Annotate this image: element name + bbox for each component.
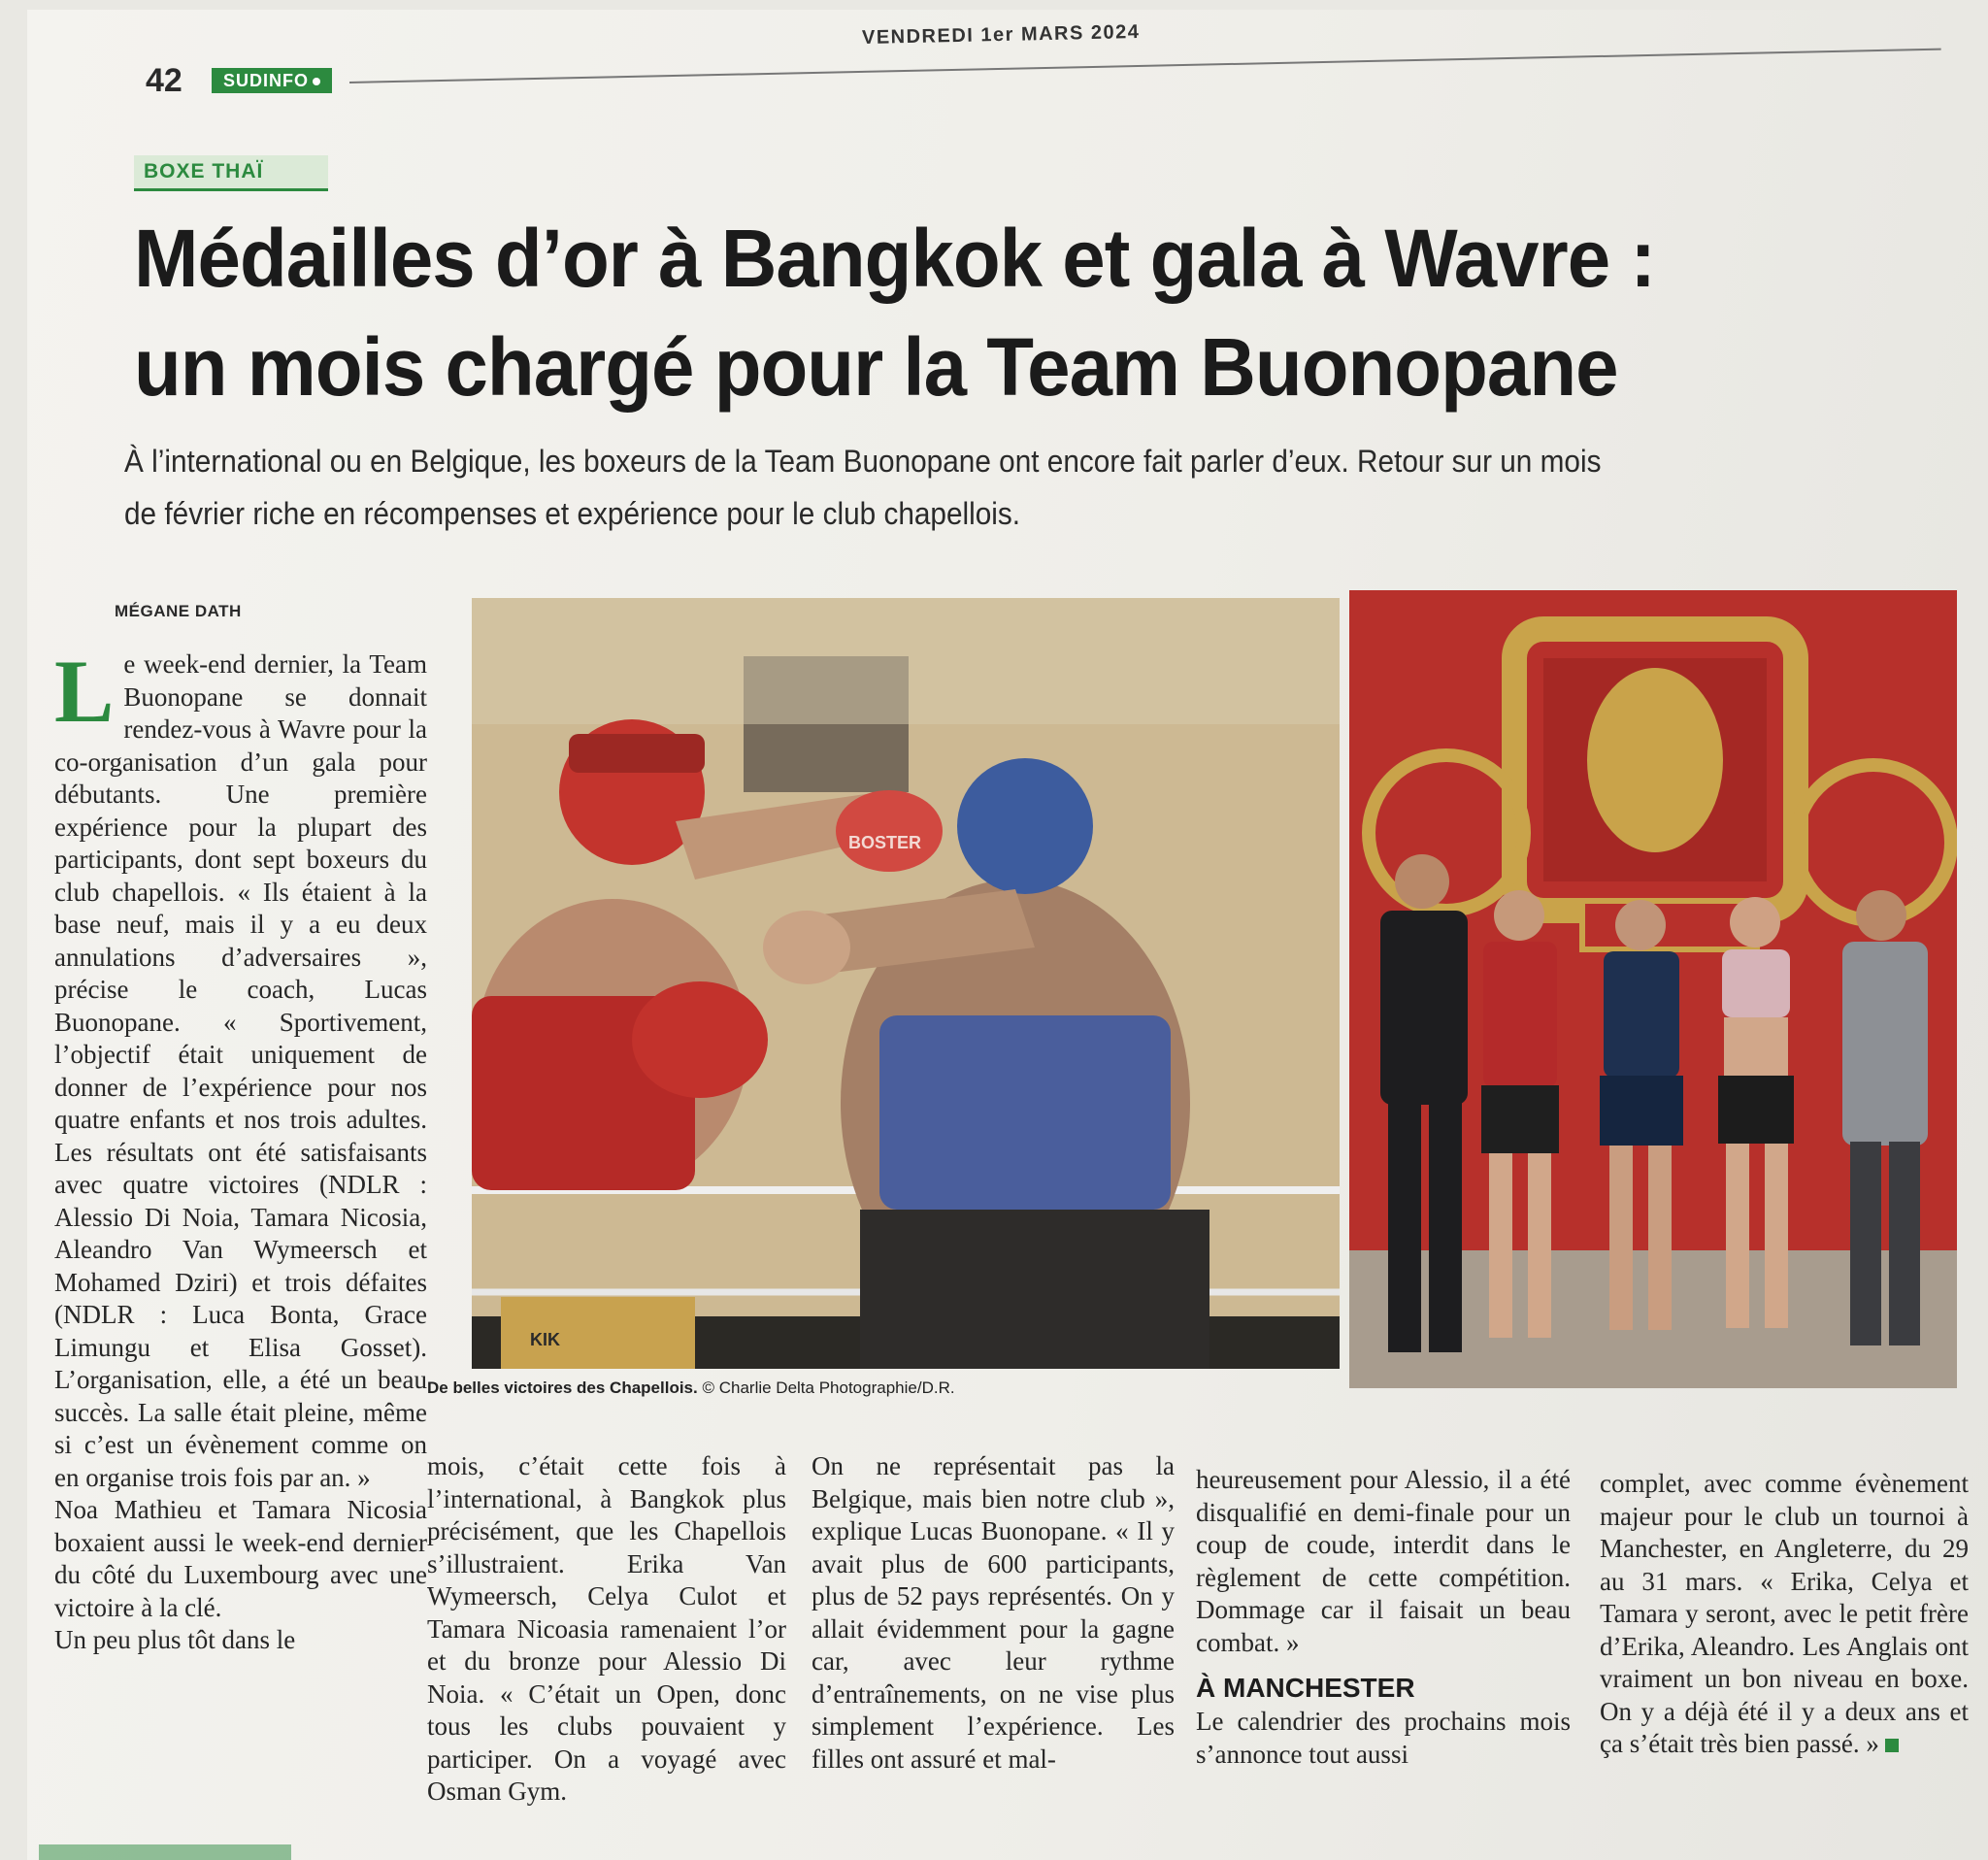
issue-date: VENDREDI 1er MARS 2024	[861, 21, 1141, 49]
section-rubric: BOXE THAÏ	[134, 155, 328, 191]
photo-caption	[427, 1378, 955, 1398]
team-medals-photo	[1349, 590, 1957, 1388]
article-paragraph-1: Le week-end dernier, la Team Buonopane se donnait rendez-vous à Wavre pour la co-organisation d’un gala pour débutants. Une première expérience pour la plupart des participants, dont sept boxeurs du club chapellois. « Ils étaient à la base neuf, mais il y a eu deux annulations d’adversaires », précise le coach, Lucas Buonopane. « Sportivement, l’objectif était uniquement de donner de l’expérience pour nos quatre enfants et nos trois adultes. Les résultats ont été satisfaisants avec quatre victoires (NDLR : Alessio Di Noia, Tamara Nicosia, Aleandro Van Wymeersch et Mohamed Dziri) et trois défaites (NDLR : Luca Bonta, Grace Limungu et Elisa Gosset). L’organisation, elle, a été un beau succès. La salle était pleine, même si c’est un évènement comme on en organise trois fois par an. »	[54, 642, 427, 1492]
article-paragraph-5: On ne représentait pas la Belgique, mais bien notre club », explique Lucas Buonopane. « Il y avait plus de 600 participants, plus de 52 pays représentés. On y allait évidemment pour la gagne car, avec leur rythme d’entraînements, on ne vise plus simplement l’expérience. Les filles ont assuré et mal-	[812, 1451, 1175, 1774]
shorts-text: KIK	[530, 1330, 560, 1349]
caption-credit: © Charlie Delta Photographie/D.R.	[702, 1378, 955, 1397]
article-paragraph-4: mois, c’était cette fois à l’international, à Bangkok plus précisément, que les Chapellois s’illustraient. Erika Van Wymeersch, Celya Culot et Tamara Nicoasia ramenaient l’or et du bronze pour Alessio Di Noia. « C’était un Open, donc tous les clubs pouvaient y participer. On a voyagé avec Osman Gym.	[427, 1451, 786, 1806]
brand-dot-icon	[313, 78, 320, 85]
boxing-match-illustration	[472, 598, 1340, 1369]
drop-cap: L	[54, 642, 115, 741]
article-column-3	[812, 1450, 1175, 1776]
article-paragraph-2: Noa Mathieu et Tamara Nicosia boxaient aussi le week-end dernier du côté du Luxembourg avec une victoire à la clé.	[54, 1495, 427, 1622]
boxing-match-photo	[472, 598, 1340, 1369]
subheading-manchester: À MANCHESTER	[1196, 1673, 1415, 1703]
article-paragraph-6: heureusement pour Alessio, il a été disqualifié en demi-finale pour un coup de coude, interdit dans le règlement de cette compétition. Dommage car il faisait un beau combat. »	[1196, 1465, 1571, 1657]
end-mark-icon	[1885, 1739, 1899, 1752]
headline-line-1: Médailles d’or à Bangkok et gala à Wavre :	[134, 213, 1655, 304]
lead-paragraph	[124, 435, 1821, 540]
glove-brand-text: BOSTER	[848, 833, 922, 852]
team-medals-illustration	[1349, 590, 1957, 1388]
article-column-2	[427, 1450, 786, 1809]
brand-name: SUDINFO	[223, 71, 309, 90]
lead-line-2: de février riche en récompenses et expérience pour le club chapellois.	[124, 496, 1021, 531]
article-column-1	[54, 642, 427, 1657]
article-column-5	[1600, 1468, 1969, 1761]
article-column-4	[1196, 1464, 1571, 1771]
lead-line-1: À l’international ou en Belgique, les boxeurs de la Team Buonopane ont encore fait parler d’eux. Retour sur un mois	[124, 444, 1602, 479]
next-section-strip	[39, 1844, 291, 1860]
brand-logo	[212, 68, 332, 93]
article-paragraph-8: complet, avec comme évènement majeur pour le club un tournoi à Manchester, en Angleterre, du 29 au 31 mars. « Erika, Celya et Tamara y seront, avec le petit frère d’Erika, Aleandro. Les Anglais ont vraiment un bon niveau en boxe. On y a déjà été il y a deux ans et ça s’était très bien passé. »	[1600, 1469, 1969, 1758]
article-paragraph-3: Un peu plus tôt dans le	[54, 1625, 296, 1654]
article-paragraph-7: Le calendrier des prochains mois s’annonce tout aussi	[1196, 1707, 1571, 1769]
page-number: 42	[146, 62, 182, 99]
headline-line-2: un mois chargé pour la Team Buonopane	[134, 321, 1618, 413]
caption-title: De belles victoires des Chapellois.	[427, 1378, 698, 1397]
headline	[134, 204, 1868, 421]
author-byline: MÉGANE DATH	[115, 602, 242, 620]
